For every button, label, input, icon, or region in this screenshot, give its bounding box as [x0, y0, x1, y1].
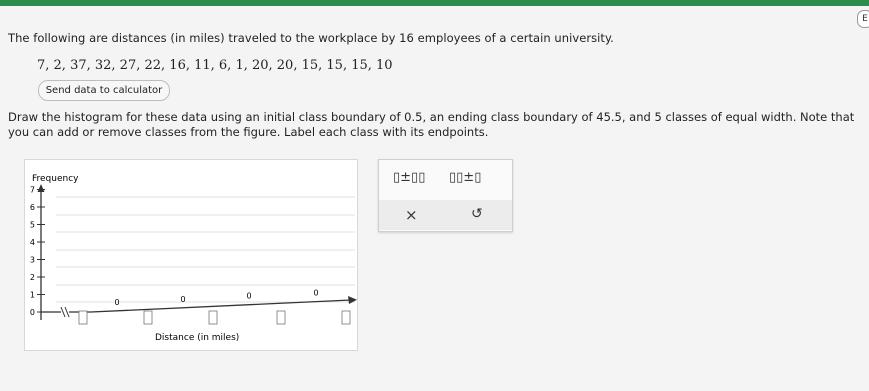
y-tick-label: 7 [29, 185, 35, 195]
clear-icon[interactable]: × [405, 206, 418, 224]
class-label-input[interactable] [144, 311, 152, 324]
instructions: Draw the histogram for these data using an initial class boundary of 0.5, an ending class boundary of 45.5, and 5 classes of equal width. Note that you can add or remove classes from the figure. Label each class with its endpoints. [8, 110, 855, 139]
class-label-input[interactable] [209, 311, 217, 324]
problem-intro: The following are distances (in miles) traveled to the workplace by 16 employees of a certain university. [8, 31, 614, 45]
grid-lines [56, 197, 355, 302]
x-axis-arrow [348, 296, 357, 304]
class-label-input[interactable] [277, 311, 285, 324]
bar-value-label: 0 [180, 294, 186, 304]
bar-value-label: 0 [246, 291, 252, 301]
top-accent-bar [0, 0, 869, 6]
corner-button[interactable]: E [857, 10, 869, 28]
data-values: 7, 2, 37, 32, 27, 22, 16, 11, 6, 1, 20, 20, 15, 15, 15, 10 [37, 58, 393, 73]
y-tick-label: 0 [29, 308, 35, 317]
y-tick-label: 1 [29, 290, 35, 300]
bar-value-labels [114, 289, 318, 307]
y-tick-label: 6 [29, 203, 35, 212]
tool-row-actions [379, 200, 512, 230]
tool-panel [378, 159, 513, 232]
x-axis-label: Distance (in miles) [155, 333, 240, 343]
bar-value-label: 0 [114, 297, 120, 307]
y-tick-label: 4 [29, 238, 35, 247]
axis-break-icon [61, 307, 69, 317]
y-tick-label: 3 [29, 255, 35, 265]
class-label-boxes[interactable] [79, 311, 350, 324]
remove-class-icon[interactable]: ▯▯±▯ [449, 170, 482, 185]
y-tick-label: 5 [29, 220, 35, 230]
y-ticks [30, 186, 45, 318]
class-label-input[interactable] [342, 311, 350, 324]
y-axis-label: Frequency [32, 174, 79, 184]
bar-value-label: 0 [313, 288, 319, 298]
class-label-input[interactable] [79, 311, 87, 324]
undo-icon[interactable]: ↺ [471, 206, 483, 222]
y-axis-arrow [38, 184, 45, 192]
y-tick-label: 2 [29, 273, 35, 282]
send-to-calculator-button[interactable]: Send data to calculator [38, 80, 170, 101]
histogram-panel[interactable] [24, 159, 358, 351]
add-class-icon[interactable]: ▯±▯▯ [393, 170, 426, 185]
histogram-canvas[interactable] [25, 160, 359, 352]
